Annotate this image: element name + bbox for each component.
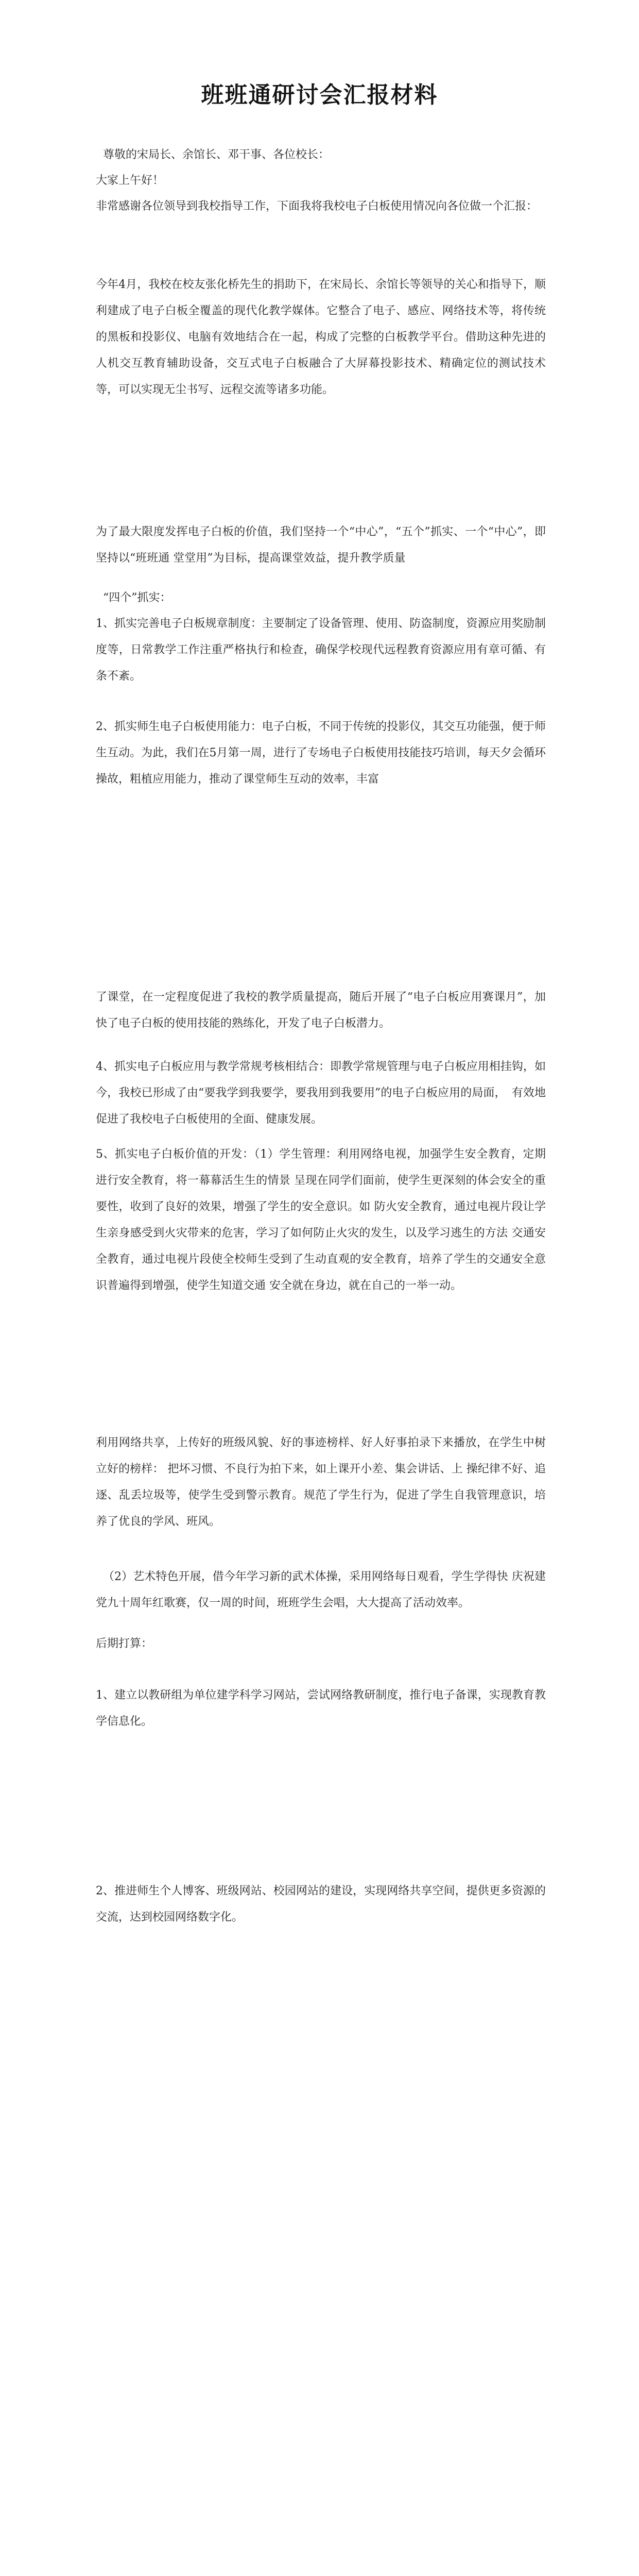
- item-5-continued: 利用网络共享，上传好的班级风貌、好的事迹榜样、好人好事拍录下来播放，在学生中树立好的榜样： 把坏习惯、不良行为拍下来，如上课开小差、集会讲话、上 操纪律不好、追逐、乱丢垃圾等，使学生受到警示教育。规范了学生行为，促进了学生自我管理意识，培养了优良的学风、班风。: [96, 1436, 546, 1528]
- item-5-art: （2）艺术特色开展，借今年学习新的武术体操，采用网络每日观看，学生学得快 庆祝建党九十周年红歌赛，仅一周的时间，班班学生会唱，大大提高了活动效率。: [96, 1570, 546, 1609]
- background-paragraph: 今年4月，我校在校友张化桥先生的捐助下，在宋局长、余馆长等领导的关心和指导下，顺利建成了电子白板全覆盖的现代化教学媒体。它整合了电子、感应、网络技术等，将传统的黑板和投影仪、电脑有效地结合在一起，构成了完整的白板教学平台。借助这种先进的人机交互教育辅助设备，交互式电子白板融合了大屏幕投影技术、精确定位的测试技术等，可以实现无尘书写、远程交流等诸多功能。: [96, 278, 546, 396]
- item-2-part-1: 2、抓实师生电子白板使用能力：电子白板，不同于传统的投影仪，其交互功能强，便于师生互动。为此，我们在5月第一周，进行了专场电子白板使用技能技巧培训，每天夕会循环操故，粗植应用能力，推动了课堂师生互动的效率，丰富: [96, 720, 546, 786]
- intro-paragraph: 非常感谢各位领导到我校指导工作，下面我将我校电子白板使用情况向各位做一个汇报：: [96, 200, 538, 213]
- document-title: 班班通研讨会汇报材料: [201, 82, 438, 108]
- plan-1: 1、建立以教研组为单位建学科学习网站，尝试网络教研制度，推行电子备课，实现教育教学信息化。: [96, 1689, 546, 1728]
- hello: 大家上午好！: [96, 174, 164, 187]
- item-5: 5、抓实电子白板价值的开发：（1）学生管理：利用网络电视，加强学生安全教育，定期进行安全教育，将一幕幕活生生的情景 呈现在同学们面前，使学生更深刻的体会安全的重要性，收到了良好的效果，增强了学生的安全意识。如 防火安全教育，通过电视片段让学生亲身感受到火灾带来的危害，学习了如何防止火灾的发生，以及学习逃生的方法 交通安全教育，通过电视片段使全校师生受到了生动直观的安全教育，培养了学生的交通安全意识普遍得到增强，使学生知道交通 安全就在身边，就在自己的一举一动。: [96, 1148, 546, 1292]
- item-1: 1、抓实完善电子白板规章制度：主要制定了设备管理、使用、防盗制度，资源应用奖励制度等，日常教学工作注重严格执行和检查，确保学校现代远程教育资源应用有章可循、有条不紊。: [96, 617, 546, 683]
- greeting: 尊敬的宋局长、余馆长、邓干事、各位校长：: [103, 148, 330, 161]
- item-4: 4、抓实电子白板应用与教学常规考核相结合：即教学常规管理与电子白板应用相挂钩，如今，我校已形成了由“要我学到我要学，要我用到我要用”的电子白板应用的局面， 有效地促进了我校电子白板使用的全面、健康发展。: [96, 1060, 546, 1126]
- item-2-part-2: 了课堂，在一定程度促进了我校的教学质量提高，随后开展了“电子白板应用赛课月”，加快了电子白板的使用技能的熟练化，开发了电子白板潜力。: [96, 991, 546, 1030]
- four-heading: “四个”抓实：: [103, 591, 171, 604]
- plan-2: 2、推进师生个人博客、班级网站、校园网站的建设，实现网络共享空间，提供更多资源的交流，达到校园网络数字化。: [96, 1885, 546, 1924]
- goal-paragraph: 为了最大限度发挥电子白板的价值，我们坚持一个“中心”，“五个”抓实、一个“中心”，即坚持以“班班通 堂堂用”为目标，提高课堂效益，提升教学质量: [96, 526, 546, 565]
- plan-heading: 后期打算：: [96, 1637, 153, 1650]
